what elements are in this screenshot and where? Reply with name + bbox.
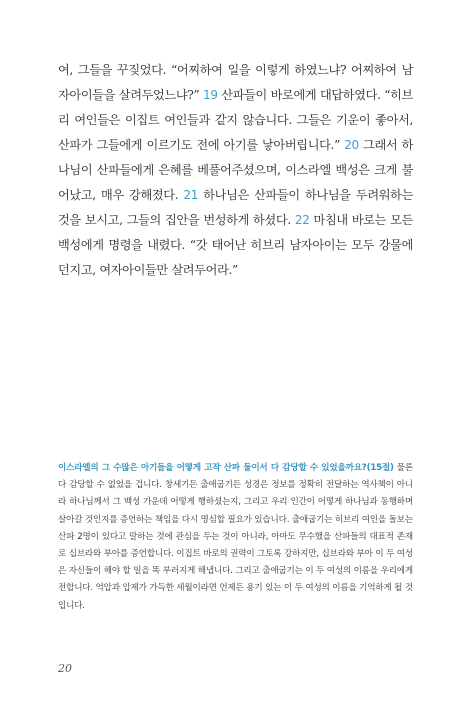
passage-segment: 그래서 하나님이 산파들에게 은혜를 베풀어주셨으며, 이스라엘 백성은 크게 불어났고, 매우 강해졌다. — [58, 138, 413, 202]
commentary-note — [58, 460, 413, 615]
verse-number: 22 — [294, 213, 310, 227]
verse-number: 20 — [344, 138, 359, 152]
scripture-passage — [58, 58, 413, 283]
verse-number: 19 — [203, 88, 218, 102]
verse-number: 21 — [183, 188, 199, 202]
passage-segment: 하나님은 산파들이 하나님을 두려워하는 것을 보시고, 그들의 집안을 번성하게 하셨다. — [58, 188, 414, 227]
passage-segment: 여, 그들을 꾸짖었다. “어찌하여 일을 이렇게 하였느냐? 어찌하여 남자아이들을 살려두었느냐?” — [58, 63, 413, 102]
passage-segment: 마침내 바로는 모든 백성에게 명령을 내렸다. “갓 태어난 히브리 남자아이는 모두 강물에 던지고, 여자아이들만 살려두어라.” — [58, 213, 413, 277]
page-number: 20 — [58, 662, 72, 675]
note-answer: 물론 다 감당할 수 없었을 겁니다. 창세기든 출애굽기든 성경은 정보를 정확히 전달하는 역사책이 아니라 하나님께서 그 백성 가운데 어떻게 행하셨는지, 그리고 우리 인간이 어떻게 하나님과 동행하며 살아갈 것인지를 증언하는 책임을 다시 명심할 필요가 있습니다. 출애굽기는 히브리 여인을 돌보는 산파 2명이 있다고 말하는 것에 관심을 두는 것이 아니라, 아마도 무수했을 산파들의 대표적 존재로 십브라와 부아를 증언합니다. 이집트 바로의 권력이 그토록 강하지만, 십브라와 부아 이 두 여성은 자신들이 해야 할 일을 똑 부러지게 해냅니다. 그리고 출애굽기는 이 두 여성의 이름을 우리에게 전합니다. 억압과 압제가 가득한 세월이라면 언제든 용기 있는 이 두 여성의 이름을 기억하게 될 것입니다. — [58, 463, 413, 611]
note-question: 이스라엘의 그 수많은 아기들을 어떻게 고작 산파 둘이서 다 감당할 수 있었을까요?(15절) — [58, 463, 394, 473]
passage-segment: 산파들이 바로에게 대답하였다. “히브리 여인들은 이집트 여인들과 같지 않습니다. 그들은 기운이 좋아서, 산파가 그들에게 이르기도 전에 아기를 낳아버립니다.” — [58, 88, 413, 152]
